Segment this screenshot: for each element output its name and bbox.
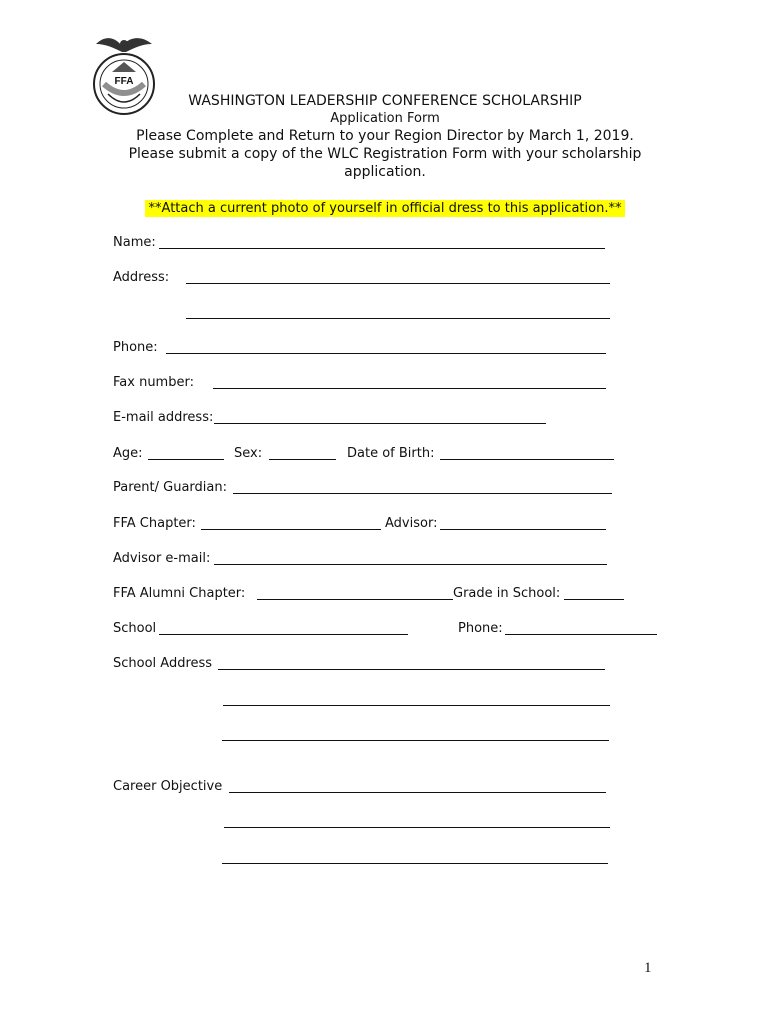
instruction-line-3: application.	[344, 164, 426, 180]
age-field[interactable]	[148, 459, 224, 460]
form-title: WASHINGTON LEADERSHIP CONFERENCE SCHOLARSHIP	[188, 93, 582, 109]
page-number: 1	[644, 960, 652, 976]
school-phone-field[interactable]	[505, 634, 657, 635]
alumni-label: FFA Alumni Chapter:	[113, 586, 246, 601]
phone-field[interactable]	[166, 353, 606, 354]
instruction-line-1: Please Complete and Return to your Region Director by March 1, 2019.	[136, 128, 634, 144]
chapter-field[interactable]	[201, 529, 381, 530]
career-row-2	[0, 811, 770, 831]
advisor-email-label: Advisor e-mail:	[113, 551, 211, 566]
fax-row	[0, 372, 770, 392]
school-phone-row	[0, 618, 770, 638]
attach-photo-note	[0, 197, 770, 216]
fax-field[interactable]	[213, 388, 606, 389]
parent-label: Parent/ Guardian:	[113, 480, 227, 495]
phone-label: Phone:	[113, 340, 158, 355]
form-subtitle: Application Form	[330, 111, 440, 126]
fax-label: Fax number:	[113, 375, 194, 390]
advisor-email-field[interactable]	[214, 564, 607, 565]
email-row	[0, 407, 770, 427]
school-address-label: School Address	[113, 656, 213, 671]
advisor-field[interactable]	[440, 529, 606, 530]
address-row-2	[0, 302, 770, 322]
advisor-label: Advisor:	[385, 516, 438, 531]
school-address-row	[0, 653, 770, 673]
attach-photo-text: **Attach a current photo of yourself in official dress to this application.**	[145, 200, 626, 217]
address-field-1[interactable]	[186, 283, 610, 284]
career-row-3	[0, 847, 770, 867]
name-field[interactable]	[159, 248, 605, 249]
svg-text:FFA: FFA	[114, 76, 134, 87]
email-label: E-mail address:	[113, 410, 214, 425]
dob-label: Date of Birth:	[347, 446, 435, 461]
email-field[interactable]	[214, 423, 546, 424]
career-label: Career Objective	[113, 779, 223, 794]
career-field-1[interactable]	[229, 792, 606, 793]
advisor-email-row	[0, 548, 770, 568]
address-label: Address:	[113, 270, 170, 285]
school-field[interactable]	[159, 634, 408, 635]
school-address-row-2	[0, 689, 770, 709]
school-address-field-1[interactable]	[218, 669, 605, 670]
school-phone-label: Phone:	[458, 621, 503, 636]
school-address-row-3	[0, 724, 770, 744]
name-row	[0, 232, 770, 252]
chapter-label: FFA Chapter:	[113, 516, 196, 531]
dob-field[interactable]	[440, 459, 614, 460]
phone-row	[0, 337, 770, 357]
parent-field[interactable]	[233, 493, 612, 494]
age-label: Age:	[113, 446, 143, 461]
school-label: School	[113, 621, 157, 636]
parent-row	[0, 477, 770, 497]
name-label: Name:	[113, 235, 156, 250]
grade-field[interactable]	[564, 599, 624, 600]
sex-label: Sex:	[234, 446, 263, 461]
career-field-3[interactable]	[222, 863, 608, 864]
school-address-field-3[interactable]	[222, 740, 609, 741]
grade-label: Grade in School:	[453, 586, 561, 601]
address-field-2[interactable]	[186, 318, 610, 319]
school-address-field-2[interactable]	[223, 705, 610, 706]
career-field-2[interactable]	[224, 827, 610, 828]
instruction-line-2: Please submit a copy of the WLC Registration Form with your scholarship	[128, 146, 642, 162]
chapter-advisor-row	[0, 513, 770, 533]
alumni-field[interactable]	[257, 599, 453, 600]
alumni-grade-row	[0, 583, 770, 603]
career-row	[0, 776, 770, 796]
sex-field[interactable]	[269, 459, 336, 460]
address-row	[0, 267, 770, 287]
age-sex-dob-row	[0, 443, 770, 463]
